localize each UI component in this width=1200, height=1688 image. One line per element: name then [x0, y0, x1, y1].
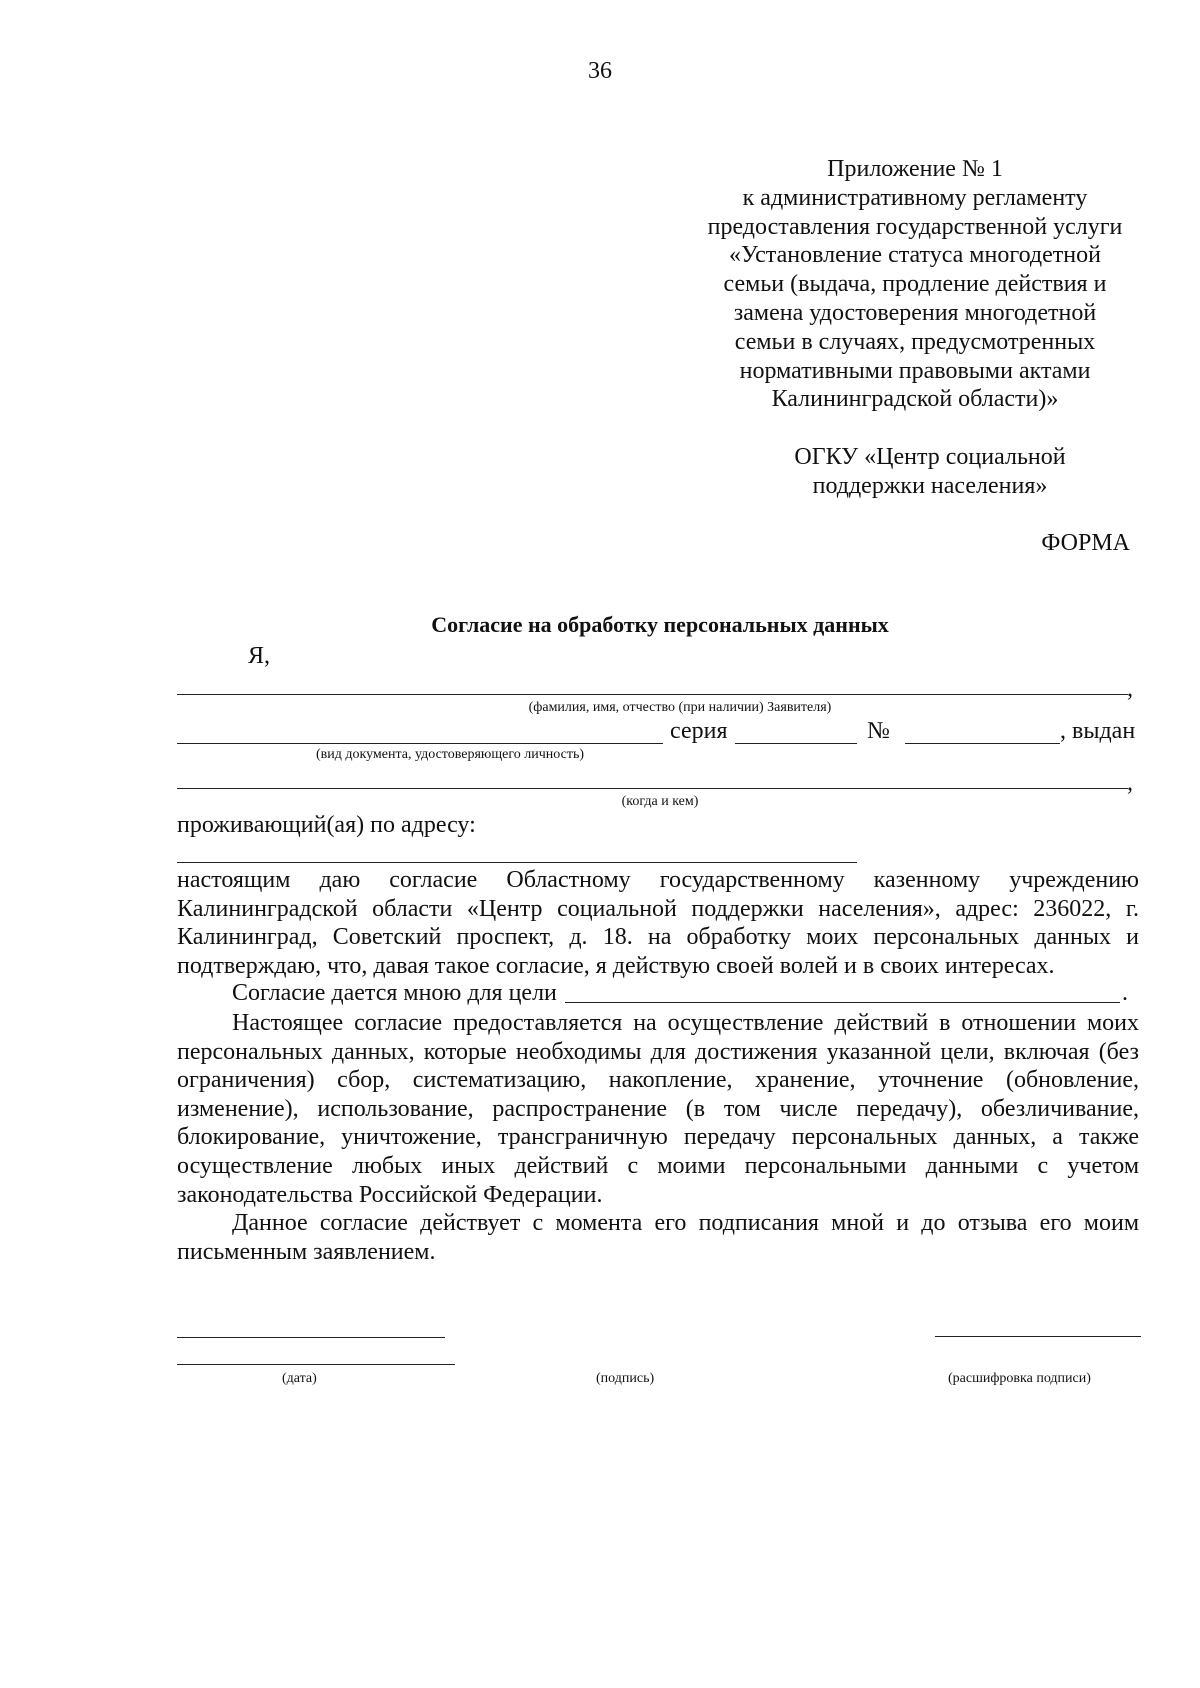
- recipient-line: поддержки населения»: [812, 472, 1048, 499]
- page-number: 36: [588, 58, 612, 84]
- fio-comma: ,: [1127, 676, 1133, 702]
- appendix-line: «Установление статуса многодетной: [729, 242, 1101, 269]
- issued-by-caption: (когда и кем): [621, 794, 699, 809]
- appendix-line: предоставления государственной услуги: [707, 213, 1123, 240]
- date-caption: (дата): [282, 1371, 317, 1386]
- address-field-line[interactable]: [177, 862, 857, 863]
- fio-field-line[interactable]: [177, 694, 1128, 695]
- document-type-line[interactable]: [177, 743, 663, 744]
- recipient-line: ОГКУ «Центр социальной: [794, 444, 1066, 470]
- appendix-line: семьи в случаях, предусмотренных: [734, 328, 1096, 355]
- date-field-line-upper[interactable]: [177, 1337, 445, 1338]
- form-label: ФОРМА: [1041, 530, 1130, 556]
- appendix-line: семьи (выдача, продление действия и: [723, 271, 1107, 298]
- document-title: Согласие на обработку персональных данных: [431, 612, 889, 637]
- number-field-line[interactable]: [905, 743, 1060, 744]
- purpose-field-line[interactable]: [565, 1002, 1120, 1003]
- appendix-line: Приложение № 1: [827, 156, 1003, 182]
- purpose-label: Согласие дается мною для цели: [232, 980, 557, 1006]
- seria-field-line[interactable]: [735, 743, 857, 744]
- actions-paragraph: Настоящее согласие предоставляется на осуществление действий в отношении моих персональных данных, которые необходимы для достижения указанной цели, включая (без ограничения) сбор, систематизацию, накопление, хранение, уточнение (обновление, изменение), использование, распространение (в том числе передачу), обезличивание, блокирование, уничтожение, трансграничную передачу персональных данных, а также осуществление любых иных действий с моими персональными данными с учетом законодательства Российской Федерации.: [177, 1010, 1139, 1208]
- issued-by-field-line[interactable]: [177, 788, 1128, 789]
- appendix-line: замена удостоверения многодетной: [733, 299, 1097, 326]
- validity-paragraph: Данное согласие действует с момента его подписания мной и до отзыва его моим письменным заявлением.: [177, 1210, 1139, 1265]
- document-type-caption: (вид документа, удостоверяющего личность): [315, 747, 584, 762]
- address-label: проживающий(ая) по адресу:: [177, 812, 476, 838]
- date-field-line[interactable]: [177, 1364, 455, 1365]
- issued-by-comma: ,: [1127, 770, 1133, 796]
- recipient-organization: [780, 443, 1080, 501]
- number-label: №: [867, 718, 890, 744]
- appendix-line: нормативными правовыми актами: [739, 357, 1091, 384]
- decoding-field-line[interactable]: [935, 1336, 1141, 1337]
- appendix-line: Калининградской области)»: [771, 386, 1059, 413]
- signature-caption: (подпись): [596, 1371, 655, 1386]
- consent-paragraph: настоящим даю согласие Областному государственному казенному учреждению Калининградской области «Центр социальной поддержки населения», адрес: 236022, г. Калининград, Советский проспект, д. 18. на обработку моих персональных данных и подтверждаю, что, давая такое согласие, я действую своей волей и в своих интересах.: [177, 867, 1139, 979]
- purpose-end: .: [1122, 980, 1128, 1006]
- issued-label: , выдан: [1060, 718, 1136, 744]
- appendix-header: [690, 155, 1140, 414]
- decoding-caption: (расшифровка подписи): [948, 1371, 1091, 1386]
- ya-label: Я,: [248, 643, 271, 669]
- appendix-line: к административному регламенту: [742, 184, 1088, 211]
- fio-caption: (фамилия, имя, отчество (при наличии) Заявителя): [528, 700, 832, 715]
- seria-label: серия: [670, 718, 728, 744]
